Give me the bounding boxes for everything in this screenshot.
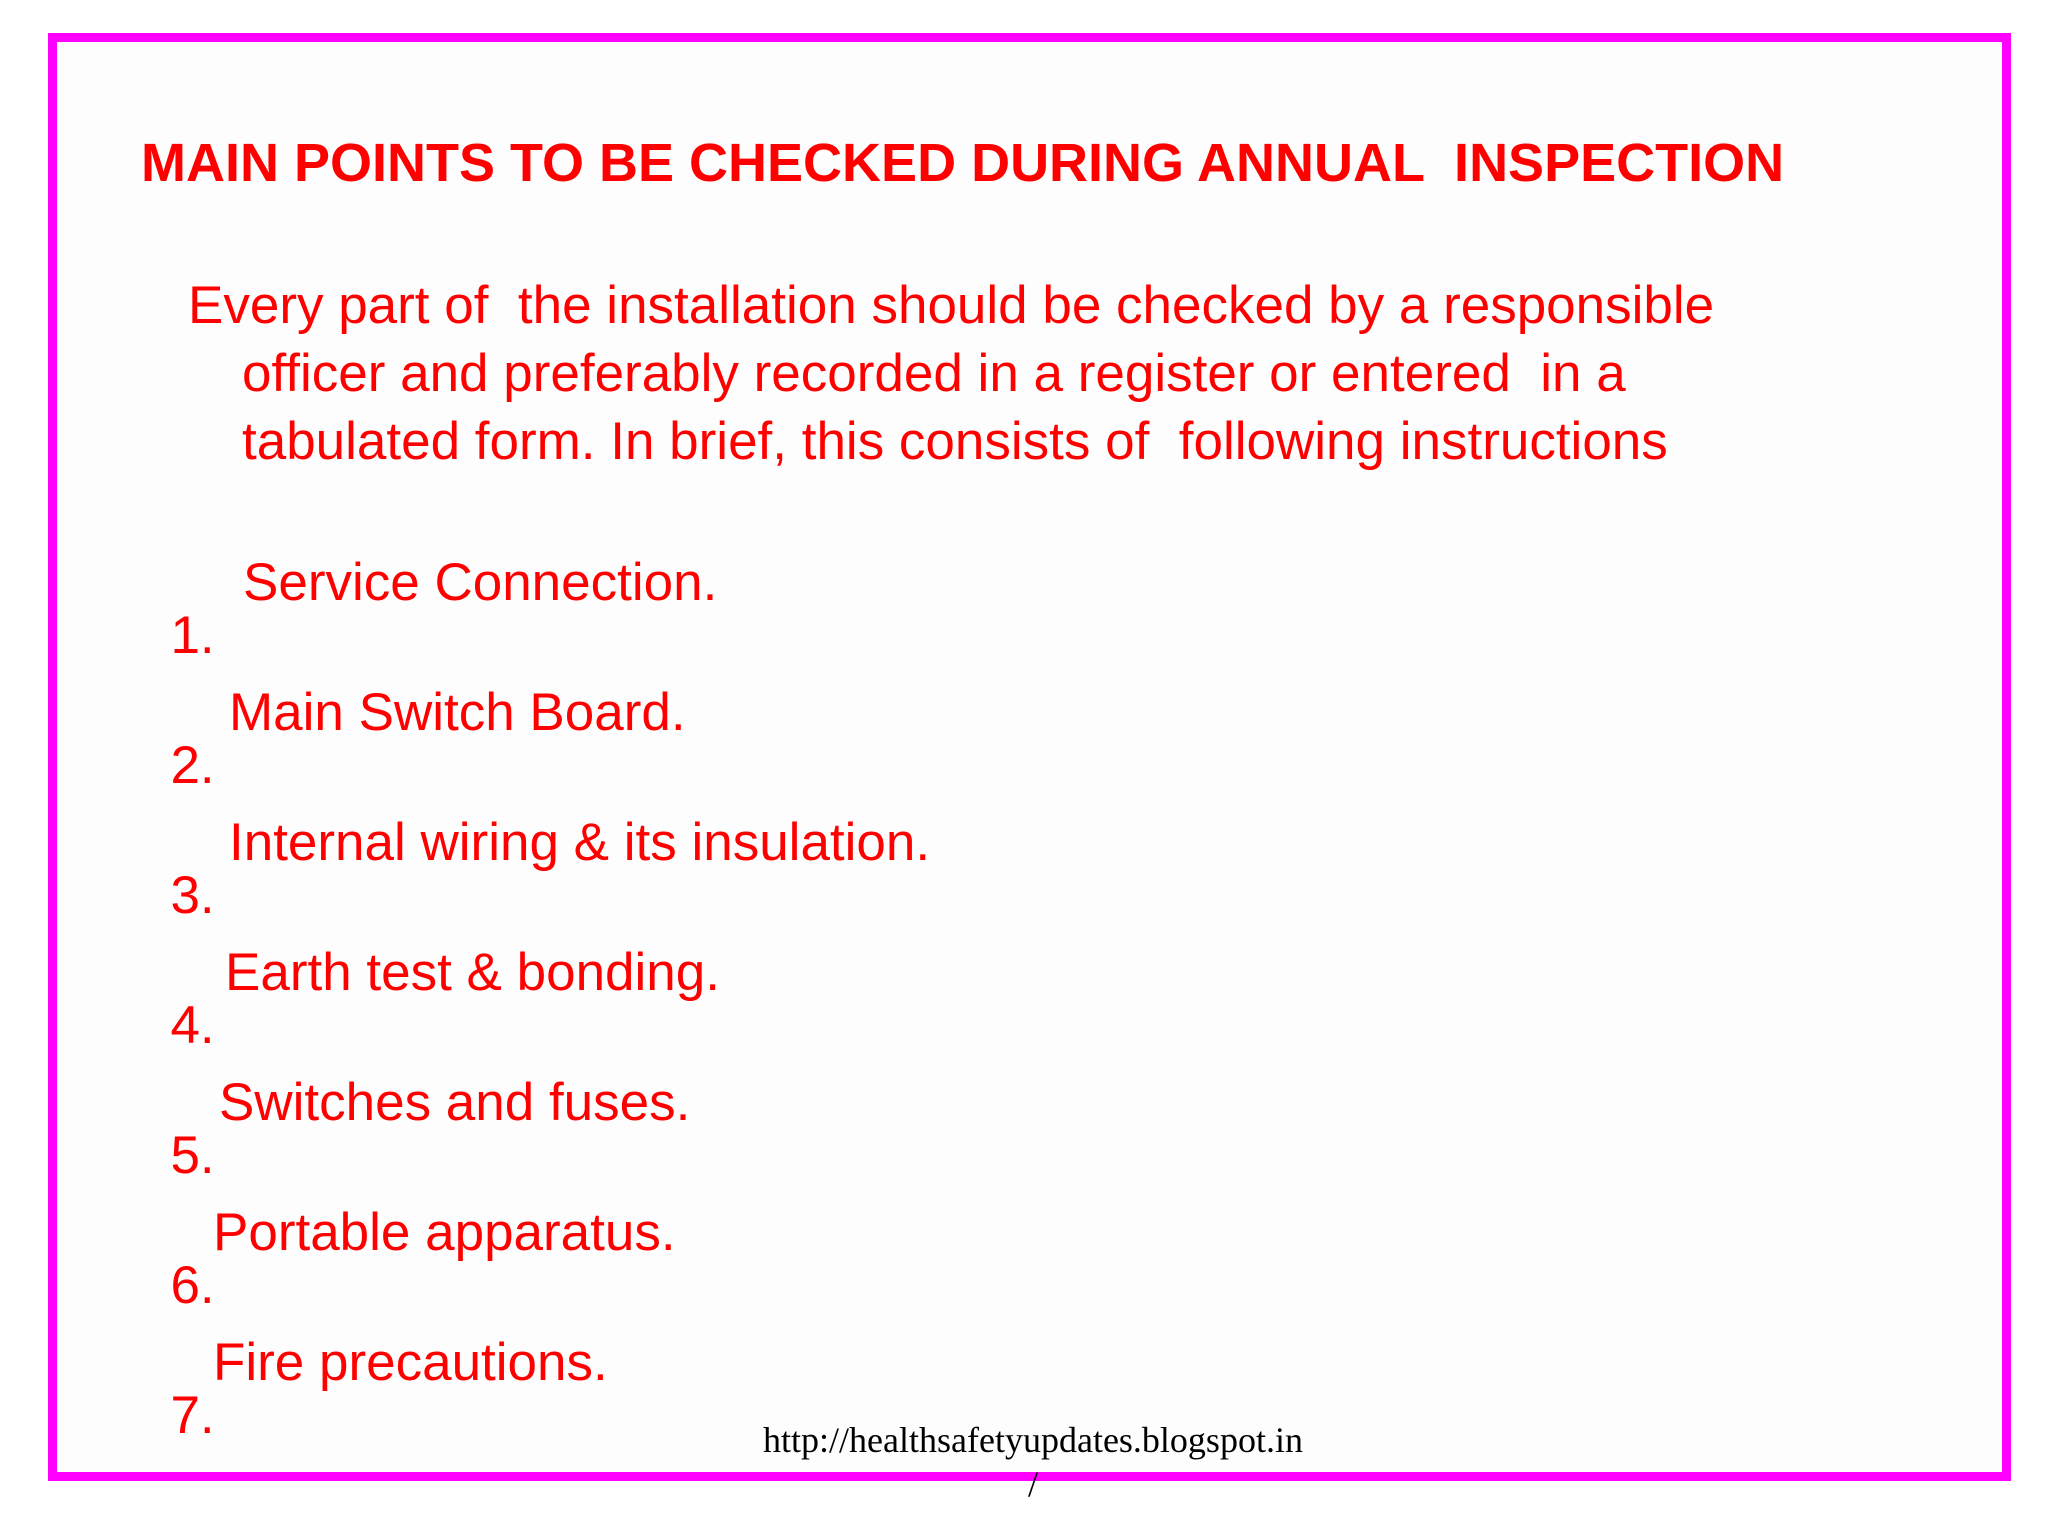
list-item-number: 5.: [170, 1126, 215, 1185]
list-item-number: 4.: [170, 996, 215, 1055]
list-item: [141, 1333, 608, 1495]
list-item-text: Service Connection.: [243, 553, 718, 612]
intro-line: Every part of the installation should be checked by a responsible: [188, 276, 1715, 335]
list-item-text: Portable apparatus.: [213, 1203, 676, 1262]
footer-url[interactable]: [723, 1418, 1343, 1506]
list-item-text: Switches and fuses.: [219, 1073, 691, 1132]
list-item-number: 2.: [170, 736, 215, 795]
list-item-text: Internal wiring & its insulation.: [229, 813, 931, 872]
intro-line: officer and preferably recorded in a register or entered in a: [242, 344, 1626, 403]
list-item-text: Earth test & bonding.: [225, 943, 720, 1002]
list-item-text: Main Switch Board.: [229, 683, 686, 742]
list-item-text: Fire precautions.: [213, 1333, 608, 1392]
slide-title: MAIN POINTS TO BE CHECKED DURING ANNUAL INSPECTION: [141, 133, 1785, 193]
list-item-number: 3.: [170, 866, 215, 925]
list-item-number: 7.: [170, 1386, 215, 1445]
list-item-number: 1.: [170, 606, 215, 665]
intro-line: tabulated form. In brief, this consists of following instructions: [242, 412, 1668, 471]
footer-url-line: http://healthsafetyupdates.blogspot.in: [763, 1420, 1303, 1460]
intro-paragraph: [188, 272, 1908, 476]
list-item-number: 6.: [170, 1256, 215, 1315]
footer-url-line: /: [1027, 1464, 1038, 1504]
slide-frame: [48, 33, 2011, 1481]
